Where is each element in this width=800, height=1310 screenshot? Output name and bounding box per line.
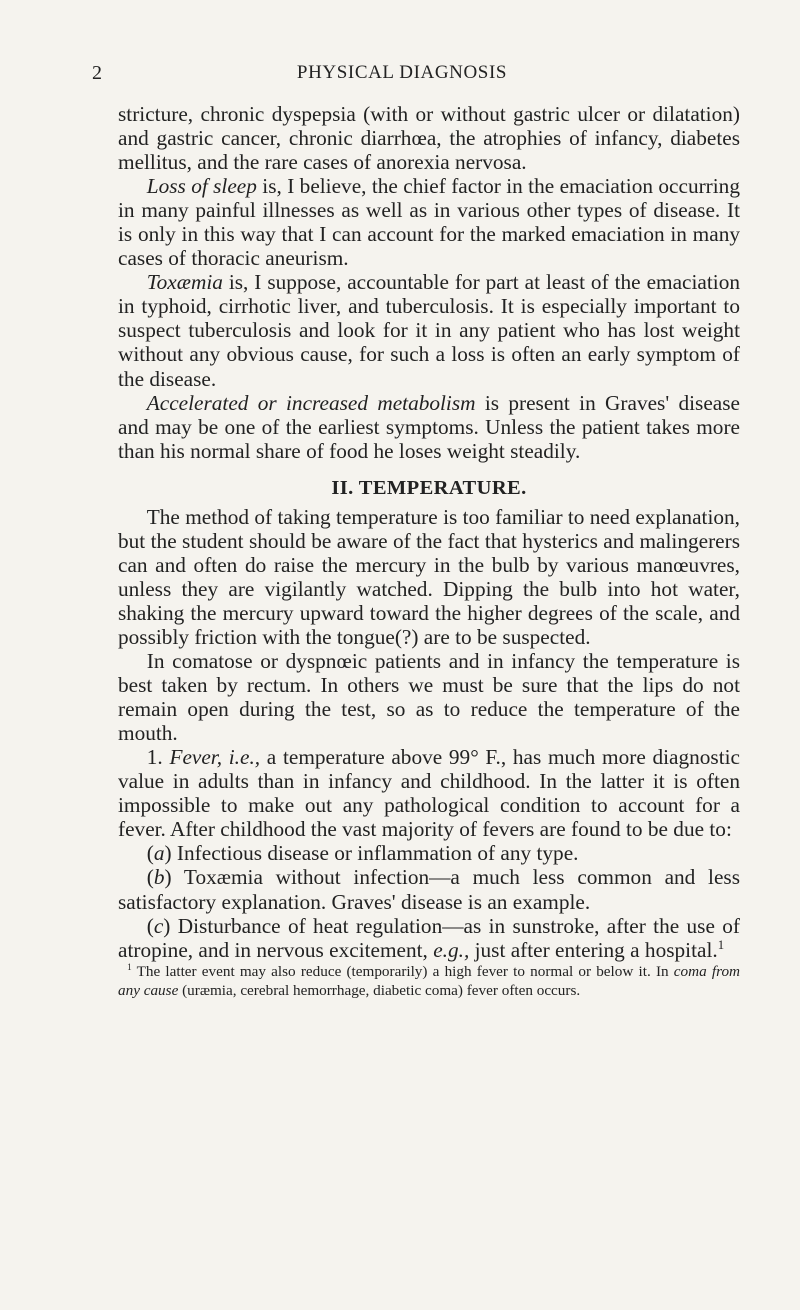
item-text: Toxæmia without infection—a much less common and less satisfactory explanation. Graves' disease is an example. bbox=[118, 865, 740, 914]
item-text: Infectious disease or inflammation of any type. bbox=[171, 841, 579, 866]
footnote-reference: 1 bbox=[717, 937, 725, 952]
italic-term: e.g., bbox=[433, 937, 470, 962]
page-number: 2 bbox=[92, 62, 102, 84]
paragraph-fever bbox=[118, 745, 740, 841]
paragraph-text: stricture, chronic dyspepsia (with or without gastric ulcer or dilatation) and gastric cancer, chronic diarrhœa, the atrophies of infancy, diabetes mellitus, and the rare cases of anorexia nervosa. bbox=[118, 102, 740, 175]
paragraph-metabolism bbox=[118, 391, 740, 463]
footnote-text: In bbox=[655, 962, 674, 980]
list-number: 1. bbox=[146, 745, 170, 770]
paragraph-toxaemia bbox=[118, 270, 740, 390]
item-label: (b) bbox=[146, 865, 172, 890]
list-item-b bbox=[118, 865, 740, 913]
item-text: just after entering a hospital. bbox=[469, 937, 718, 962]
italic-term: Accelerated or increased metabolism bbox=[146, 390, 476, 415]
footnote-text: (uræmia, cerebral hemorrhage, diabetic coma) fever often occurs. bbox=[178, 981, 581, 999]
footnote-text: The latter event may also reduce (temporarily) a high fever to normal or below it. bbox=[131, 962, 651, 980]
paragraph-text: In comatose or dyspnœic patients and in infancy the temperature is best taken by rectum. In others we must be sure that the lips do not remain open during the test, so as to reduce the temperature of the mouth. bbox=[118, 649, 740, 746]
list-item-a bbox=[118, 841, 740, 865]
italic-term: Fever, i.e., bbox=[169, 745, 261, 770]
italic-term: Loss of sleep bbox=[146, 174, 257, 199]
list-item-c bbox=[118, 914, 740, 962]
body-text bbox=[118, 102, 740, 1000]
item-text: Disturbance of heat regulation—as in sunstroke, after the use of atropine, and in nervous excitement, bbox=[118, 913, 740, 962]
running-title: PHYSICAL DIAGNOSIS bbox=[296, 62, 508, 83]
item-label: (c) bbox=[146, 913, 171, 938]
paragraph-text: The method of taking temperature is too familiar to need explanation, but the student should be aware of the fact that hysterics and malingerers can and often do raise the mercury in the bulb by various manœuvres, unless they are vigilantly watched. Dipping the bulb into hot water, shaking the mercury upward toward the higher degrees of the scale, and possibly friction with the tongue(?) are to be suspected. bbox=[118, 504, 740, 649]
paragraph-text: is present in Graves' disease and may be one of the earliest symptoms. Unless the patient takes more than his normal share of food he loses weight steadily. bbox=[118, 390, 740, 463]
section-heading: II. TEMPERATURE. bbox=[331, 476, 527, 499]
paragraph-text: a temperature above 99° F., has much more diagnostic value in adults than in infancy and childhood. In the latter it is often impossible to make out any pathological condition to account for a fever. After childhood the vast majority of fevers are found to be due to: bbox=[118, 745, 741, 842]
paragraph-continuation bbox=[118, 102, 740, 174]
paragraph-text: is, I believe, the chief factor in the emaciation occurring in many painful illnesses as well as in various other types of disease. It is only in this way that I can account for the marked emaciation in many cases of thoracic aneurism. bbox=[118, 174, 740, 271]
paragraph-method bbox=[118, 505, 740, 649]
italic-term: Toxæmia bbox=[146, 270, 223, 295]
footnote bbox=[118, 962, 740, 1000]
paragraph-loss-of-sleep bbox=[118, 174, 740, 270]
running-head bbox=[92, 62, 712, 86]
italic-term: coma from any cause bbox=[118, 962, 741, 999]
paragraph-rectum bbox=[118, 649, 740, 745]
item-label: (a) bbox=[146, 841, 172, 866]
footnote-marker: 1 bbox=[127, 961, 132, 972]
paragraph-text: is, I suppose, accountable for part at least of the emaciation in typhoid, cirrhotic liver, and tuberculosis. It is especially important to suspect tuberculosis and look for it in any patient who has lost weight without any obvious cause, for such a loss is often an early symptom of the disease. bbox=[118, 270, 740, 391]
